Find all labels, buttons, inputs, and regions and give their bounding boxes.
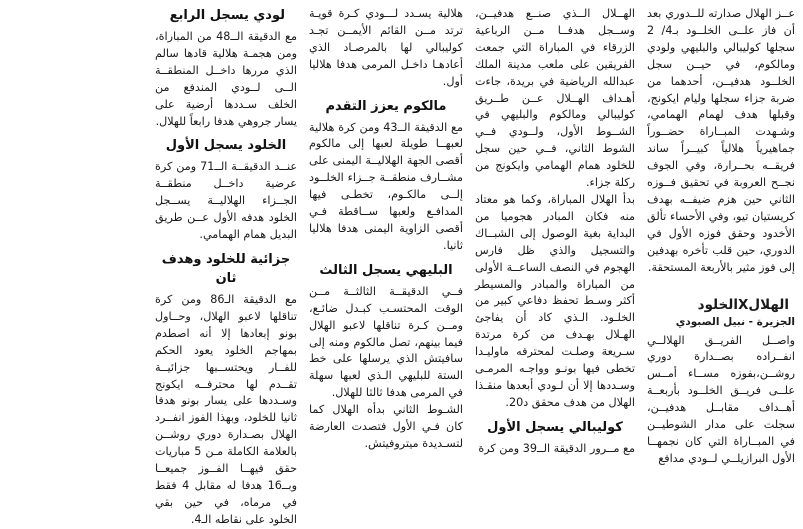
subheading: مالكوم يعزز التقدم <box>325 98 447 114</box>
subheading: كوليبالي يسجل الأول <box>487 419 623 435</box>
article-paragraph: الهــلال الــذي صنــع هدفيــن، وســجل هدفــا مــن الرباعية الزرقاء في المباراة التي جمعت الفريقين على ملعب مدينة الملك عبدالله الرياضية في بريدة، جاءت أهـداف الهــلال عــن طــريق كوليبالي ومالكوم والبليهي في الشــوط الأول، ولــودي فــي الشوط الثاني، فــي حين سجل للخلود همام الهمامي وايكونج من ركلة جزاء. <box>475 7 635 190</box>
column-2 <box>475 6 635 472</box>
article-paragraph: الشـوط الثاني بدأه الهلال كما كان فـي الأول فتصدت العارضة لتسـديدة ميتروفيتش. <box>309 403 463 450</box>
article-paragraph: واصــل الفريــق الهلالــي انفــراده بصــدارة دوري روشــن،بفوزه مســاء أمــس علــى فريــق الخلــود بأربعــة أهــداف مقابــل هدفيــن، سجلت على مدار الشوطيــن في المبــاراة التي كان نجمهــا الأول البرازيلــي لــودي مدافع <box>647 333 795 465</box>
article-paragraph: هلالية يسـدد لـــودي كـرة قويـة ترتد مــن القائم الأيمــن تجـد كوليبالي لها بالمرصـاد الذي أعادهـا داخـل المرمى هدفا هلاليا أول. <box>309 7 463 88</box>
column-3 <box>309 6 463 472</box>
article-paragraph: مع الدقيقة الــ43 ومن كرة هلالية لعبهــا طويلة لعبها إلى مالكوم أقصى الجهة الهلاليــة اليمنى على مشــارف منطقــة جــزاء الخلــود إلــى مالكـوم، تخطـى فيها المدافـع ولعبها ســاقطة فـي أقصى الزاوية اليمنى هدفا هلاليا ثانيا. <box>309 120 463 252</box>
article-paragraph: بدأ الهلال المباراة، وكما هو معتاد منه فكان المبادر هجوميا من البداية بغية الوصول إلى الشبــاك والتسجيل والذي ظل فارس الهجوم في النصف الساعــة الأولى من المباراة والمبادر والمسيطر أكثر وسـط تحفظ دفاعي كبير من الخلـود. الـذي كاد أن يفاجئ الهـلال بهـدف من كرة مرتدة سـريعة وصلـت لمحترفه ماوليـدا تخطى فيها بونـو وواجـه المرمـى وسـددها إلا أن لـودي أبعدها منقـذا الهلال من هدف محقق د20. <box>475 192 635 409</box>
subheading: جزائية للخلود وهدف ثان <box>161 251 291 286</box>
article-headline: الهلالXالخلود <box>697 296 789 313</box>
article-paragraph: فــي الدقيقــة الثالثــة مــن الوقت المحتسـب كبـدل ضائـع، ومــن كـرة تناقلها لاعبو الهلال فيما بينهم، تصل مالكوم ومنه إلى سافيتش الذي يرسلها على خط الستة للبليهي الـذي لعبها سهلة في المرمى هدفا ثالثا للهلال. <box>309 284 463 400</box>
column-4 <box>155 6 298 526</box>
subheading: الخلود يسجل الأول <box>165 138 287 154</box>
column-1 <box>647 6 795 472</box>
article-paragraph: مع مــرور الدقيقة الــ39 ومن كرة <box>478 441 635 455</box>
article-byline: الجزيرة - نبيل الصبودي <box>675 315 795 328</box>
subheading: البليهي يسجل الثالث <box>319 262 453 278</box>
article-paragraph: عنــد الدقيقــة الــ71 ومن كرة عرضية داخــل منطقــة الجــزاء الهلاليــة يســجل الخلود هدفه الأول عــن طريق البديل همام الهمامي. <box>155 160 297 242</box>
subheading: لودي يسجل الرابع <box>169 8 285 23</box>
article-paragraph: مع الدقيقة الـ86 ومن كرة تناقلها لاعبو الهلال، وحــاول بونو إبعادها إلا أنه اصطدم بمهاجم الخلود يعود الحكم للفــار ويحتســبها جزائيــة تقــدم لها محترفــه ايكونج وسـددها على يسار بونو هدفا ثانيا للخلود، وبهذا الفوز انفــرد الهلال بصـدارة دوري روشــن بالعلامة الكاملة مـن 5 مباريات حقق فيهــا الفــوز جميعــا وبــ16 هدفا له مقابل 4 فقط في مرماه، في حين بقي الخلود على نقاطه الـ4. <box>155 292 298 526</box>
article-paragraph: مع الدقيقة الــ48 من المباراة، ومن هجمـة هلالية قادها سالم الذي مررها داخــل المنطقــة الــى لــودي المندفع من الخلف سـددها أرضية على يسار جروهي هدفا رابعاً للهلال. <box>155 30 297 128</box>
intro-paragraph: عــز الهلال صدارته للــدوري بعد أن فاز علــى الخلــود بـ4/ 2 سجلها كوليبالي والبليهي ولودي ومالكوم، في حيــن سجل الخلــود هدفيــن، أحدهما من ضربة جزاء سجلها وليام ايكونج، وقبلها هدف لهمام الهمامي، وشـهدت المبــاراة حضــوراً جماهيرياً هلالياً كبيــراً ساند فريقــه بحــرارة، وفي الجوف نجــح العروبة في تحقيق فــوزه الثاني حين هزم ضيفــه بهدف كريستيان تيو، وفي الأحساء تألق الأخدود وحقق فوزه الأول في الدوري، حين قلب تأخره بهدفين إلى فوز مثير بالأربعة المستحقة. <box>647 7 795 274</box>
